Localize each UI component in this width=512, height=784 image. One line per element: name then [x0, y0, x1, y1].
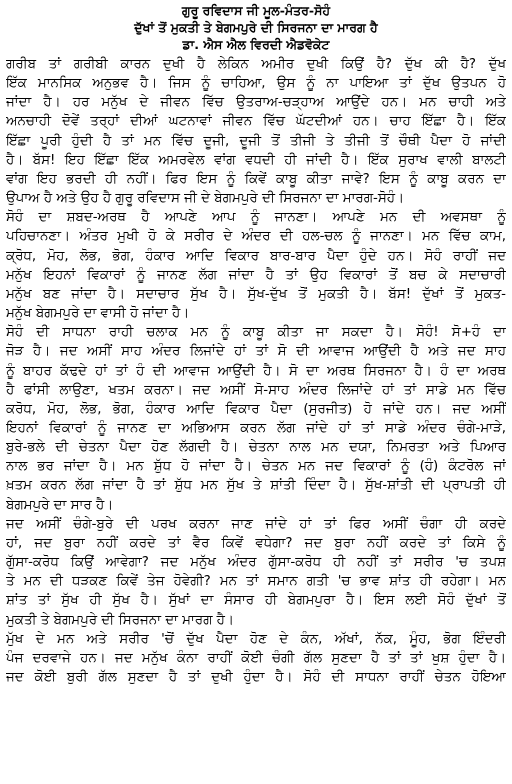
body-line: ਜਦ ਅਸੀਂ ਚੰਗੇ-ਬੁਰੇ ਦੀ ਪਰਖ ਕਰਨਾ ਜਾਣ ਜਾਂਦੇ ਹਾਂ ਤਾਂ ਫਿਰ ਅਸੀਂ ਚੰਗਾ ਹੀ ਕਰਦੇ — [6, 516, 506, 532]
document-author: ਡਾ. ਐਸ ਐਲ ਵਿਰਦੀ ਐਡਵੋਕੇਟ — [182, 37, 330, 52]
body-line: ਗੁੱਸਾ-ਕਰੋਧ ਕਿਉਂ ਆਵੇਗਾ? ਜਦ ਮਨੁੱਖ ਅੰਦਰ ਗੁੱਸਾ-ਕਰੋਧ ਹੀ ਨਹੀਂ ਤਾਂ ਸਰੀਰ 'ਚ ਤਪਸ਼ — [6, 555, 506, 571]
body-line: ਸੋਹੰ ਦੀ ਸਾਧਨਾ ਰਾਹੀ ਚਲਾਕ ਮਨ ਨੂੰ ਕਾਬੂ ਕੀਤਾ ਜਾ ਸਕਦਾ ਹੈ। ਸੋਹੰ! ਸੋ+ਹੰ ਦਾ — [6, 325, 506, 341]
body-line: ਜੋੜ ਹੈ। ਜਦ ਅਸੀਂ ਸਾਹ ਅੰਦਰ ਲਿਜਾਂਦੇ ਹਾਂ ਤਾਂ ਸੋ ਦੀ ਆਵਾਜ ਆਉਂਦੀ ਹੈ ਅਤੇ ਜਦ ਸਾਹ — [6, 344, 506, 360]
body-line: ਨੂੰ ਬਾਹਰ ਕੱਢਦੇ ਹਾਂ ਤਾਂ ਹੰ ਦੀ ਆਵਾਜ ਆਉਂਦੀ ਹੈ। ਸੋ ਦਾ ਅਰਥ ਸਿਰਜਨਾ ਹੈ। ਹੰ ਦਾ ਅਰਥ — [6, 363, 506, 379]
document-title: ਗੁਰੂ ਰਵਿਦਾਸ ਜੀ ਮੂਲ-ਮੰਤਰ-ਸੋਹੰ — [181, 3, 331, 18]
body-line: ਨਾਲ ਭਰ ਜਾਂਦਾ ਹੈ। ਮਨ ਸ਼ੁੱਧ ਹੋ ਜਾਂਦਾ ਹੈ। ਚੇਤਨ ਮਨ ਜਦ ਵਿਕਾਰਾਂ ਨੂੰ (ਹੰ) ਕੰਟਰੋਲ ਜਾਂ — [6, 459, 506, 475]
body-line: ਤੇ ਮਨ ਦੀ ਧੜਕਣ ਕਿਵੇਂ ਤੇਜ ਹੋਵੇਗੀ? ਮਨ ਤਾਂ ਸਮਾਨ ਗਤੀ 'ਚ ਭਾਵ ਸ਼ਾਂਤ ਹੀ ਰਹੇਗਾ। ਮਨ — [6, 574, 506, 590]
body-line: ਮਨੁੱਖ ਬਣ ਜਾਂਦਾ ਹੈ। ਸਦਾਚਾਰ ਸੁੱਖ ਹੈ। ਸੁੱਖ-ਦੁੱਖ ਤੋਂ ਮੁਕਤੀ ਹੈ। ਬੱਸ! ਦੁੱਖਾਂ ਤੋਂ ਮੁਕਤ- — [6, 286, 506, 302]
document-body — [6, 55, 506, 687]
body-line: ਅਨਚਾਹੀ ਦੋਵੇਂ ਤਰ੍ਹਾਂ ਦੀਆਂ ਘਟਨਾਵਾਂ ਜੀਵਨ ਵਿੱਚ ਘੱਟਦੀਆਂ ਹਨ। ਚਾਹ ਇੱਛਾ ਹੈ। ਇੱਕ — [6, 114, 506, 130]
body-line: ਖ਼ਤਮ ਕਰਨ ਲੱਗ ਜਾਂਦਾ ਹੈ ਤਾਂ ਸ਼ੁੱਧ ਮਨ ਸੁੱਖ ਤੇ ਸ਼ਾਂਤੀ ਦਿੰਦਾ ਹੈ। ਸੁੱਖ-ਸ਼ਾਂਤੀ ਦੀ ਪ੍ਰਾਪਤੀ ਹੀ — [6, 478, 506, 494]
body-line: ਇਹਨਾਂ ਵਿਕਾਰਾਂ ਨੂੰ ਜਾਨਣ ਦਾ ਅਭਿਆਸ ਕਰਨ ਲੱਗ ਜਾਂਦੇ ਹਾਂ ਤਾਂ ਸਾਡੇ ਅੰਦਰ ਚੰਗੇ-ਮਾੜੇ, — [6, 420, 506, 436]
body-line: ਮਨੁੱਖ ਬੇਗਮਪੁਰੇ ਦਾ ਵਾਸੀ ਹੋ ਜਾਂਦਾ ਹੈ। — [6, 306, 190, 322]
body-line: ਪੰਜ ਦਰਵਾਜੇ ਹਨ। ਜਦ ਮਨੁੱਖ ਕੰਨਾ ਰਾਹੀਂ ਕੋਈ ਚੰਗੀ ਗੱਲ ਸੁਣਦਾ ਹੈ ਤਾਂ ਤਾਂ ਖੁਸ਼ ਹੁੰਦਾ ਹੈ। — [6, 650, 506, 666]
body-line: ਇੱਕ ਮਾਨਸਿਕ ਅਨੁਭਵ ਹੈ। ਜਿਸ ਨੂੰ ਚਾਹਿਆ, ਉਸ ਨੂੰ ਨਾ ਪਾਇਆ ਤਾਂ ਦੁੱਖ ਉਤਪਨ ਹੋ — [6, 76, 506, 92]
body-line: ਵਾਂਗ ਇਹ ਭਰਦੀ ਹੀ ਨਹੀਂ। ਫਿਰ ਇਸ ਨੂੰ ਕਿਵੇਂ ਕਾਬੂ ਕੀਤਾ ਜਾਵੇ? ਇਸ ਨੂੰ ਕਾਬੂ ਕਰਨ ਦਾ — [6, 171, 506, 187]
body-line: ਮਨੁੱਖ ਇਹਨਾਂ ਵਿਕਾਰਾਂ ਨੂੰ ਜਾਨਣ ਲੱਗ ਜਾਂਦਾ ਹੈ ਤਾਂ ਉਹ ਵਿਕਾਰਾਂ ਤੋਂ ਬਚ ਕੇ ਸਦਾਚਾਰੀ — [6, 267, 506, 283]
document-subtitle: ਦੁੱਖਾਂ ਤੋਂ ਮੁਕਤੀ ਤੇ ਬੇਗਮਪੁਰੇ ਦੀ ਸਿਰਜਨਾ ਦਾ ਮਾਰਗ ਹੈ — [134, 20, 378, 35]
body-line: ਹੈ। ਬੱਸ! ਇਹ ਇੱਛਾ ਇੱਕ ਅਮਰਵੇਲ ਵਾਂਗ ਵਧਦੀ ਹੀ ਜਾਂਦੀ ਹੈ। ਇੱਕ ਸੁਰਾਖ ਵਾਲੀ ਬਾਲਟੀ — [6, 152, 506, 168]
body-line: ਮੁਕਤੀ ਤੇ ਬੇਗਮਪੁਰੇ ਦੀ ਸਿਰਜਨਾ ਦਾ ਮਾਰਗ ਹੈ। — [6, 612, 234, 628]
body-line: ਜਾਂਦਾ ਹੈ। ਹਰ ਮਨੁੱਖ ਦੇ ਜੀਵਨ ਵਿੱਚ ਉਤਰਾਅ-ਚੜ੍ਹਾਅ ਆਉਂਦੇ ਹਨ। ਮਨ ਚਾਹੀ ਅਤੇ — [6, 95, 506, 111]
document-header — [6, 2, 506, 53]
body-line: ਕਰੋਧ, ਮੋਹ, ਲੋਭ, ਭੋਗ, ਹੰਕਾਰ ਆਦਿ ਵਿਕਾਰ ਪੈਦਾ (ਸੁਰਜੀਤ) ਹੋ ਜਾਂਦੇ ਹਨ। ਜਦ ਅਸੀਂ — [6, 401, 506, 417]
body-line: ਇੱਛਾ ਪੂਰੀ ਹੁੰਦੀ ਹੈ ਤਾਂ ਮਨ ਵਿੱਚ ਦੂਜੀ, ਦੂਜੀ ਤੋਂ ਤੀਜੀ ਤੇ ਤੀਜੀ ਤੋਂ ਚੌਥੀ ਪੈਦਾ ਹੋ ਜਾਂਦੀ — [6, 133, 506, 149]
body-line: ਪਹਿਚਾਨਣਾ। ਅੰਤਰ ਮੁਖੀ ਹੋ ਕੇ ਸਰੀਰ ਦੇ ਅੰਦਰ ਦੀ ਹਲ-ਚਲ ਨੂੰ ਜਾਨਣਾ। ਮਨ ਵਿੱਚ ਕਾਮ, — [6, 229, 506, 245]
body-line: ਹੈ ਫਾਂਸੀ ਲਾਉਣਾ, ਖਤਮ ਕਰਨਾ। ਜਦ ਅਸੀਂ ਸੋ-ਸਾਹ ਅੰਦਰ ਲਿਜਾਂਦੇ ਹਾਂ ਤਾਂ ਸਾਡੇ ਮਨ ਵਿੱਚ — [6, 382, 506, 398]
body-line: ਬੇਗਮਪੁਰੇ ਦਾ ਸਾਰ ਹੈ। — [6, 497, 114, 513]
body-line: ਗਰੀਬ ਤਾਂ ਗਰੀਬੀ ਕਾਰਨ ਦੁਖੀ ਹੈ ਲੇਕਿਨ ਅਮੀਰ ਦੁਖੀ ਕਿਉਂ ਹੈ? ਦੁੱਖ ਕੀ ਹੈ? ਦੁੱਖ — [6, 57, 506, 72]
body-line: ਉਪਾਅ ਹੈ ਅਤੇ ਉਹ ਹੈ ਗੁਰੂ ਰਵਿਦਾਸ ਜੀ ਦੇ ਬੇਗਮਪੁਰੇ ਦੀ ਸਿਰਜਨਾ ਦਾ ਮਾਰਗ-ਸੋਹੰ। — [6, 191, 405, 207]
body-line: ਸੋਹੰ ਦਾ ਸ਼ਬਦ-ਅਰਥ ਹੈ ਆਪਣੇ ਆਪ ਨੂੰ ਜਾਨਣਾ। ਆਪਣੇ ਮਨ ਦੀ ਅਵਸਥਾ ਨੂੰ — [6, 210, 506, 226]
body-line: ਹਾਂ, ਜਦ ਬੁਰਾ ਨਹੀਂ ਕਰਦੇ ਤਾਂ ਵੈਰ ਕਿਵੇਂ ਵਧੇਗਾ? ਜਦ ਬੁਰਾ ਨਹੀਂ ਕਰਦੇ ਤਾਂ ਕਿਸੇ ਨੂੰ — [6, 535, 506, 551]
body-line: ਜਦ ਕੋਈ ਬੁਰੀ ਗੱਲ ਸੁਣਦਾ ਹੈ ਤਾਂ ਦੁਖੀ ਹੁੰਦਾ ਹੈ। ਸੋਹੰ ਦੀ ਸਾਧਨਾ ਰਾਹੀਂ ਚੇਤਨ ਹੋਇਆ — [6, 670, 506, 685]
body-line: ਬੁਰੇ-ਭਲੇ ਦੀ ਚੇਤਨਾ ਪੈਦਾ ਹੋਣ ਲੱਗਦੀ ਹੈ। ਚੇਤਨਾ ਨਾਲ ਮਨ ਦਯਾ, ਨਿਮਰਤਾ ਅਤੇ ਪਿਆਰ — [6, 440, 506, 456]
body-line: ਮੁੱਖ ਦੇ ਮਨ ਅਤੇ ਸਰੀਰ 'ਚੋਂ ਦੁੱਖ ਪੈਦਾ ਹੋਣ ਦੇ ਕੰਨ, ਅੱਖਾਂ, ਨੱਕ, ਮੂੰਹ, ਭੋਗ ਇੰਦਰੀ — [6, 631, 506, 647]
body-line: ਸ਼ਾਂਤ ਤਾਂ ਸੁੱਖ ਹੀ ਸੁੱਖ ਹੈ। ਸੁੱਖਾਂ ਦਾ ਸੰਸਾਰ ਹੀ ਬੇਗਮਪੁਰਾ ਹੈ। ਇਸ ਲਈ ਸੋਹੰ ਦੁੱਖਾਂ ਤੋਂ — [6, 593, 506, 609]
body-line: ਕ੍ਰੋਧ, ਮੋਹ, ਲੋਭ, ਭੋਗ, ਹੰਕਾਰ ਆਦਿ ਵਿਕਾਰ ਬਾਰ-ਬਾਰ ਪੈਦਾ ਹੁੰਦੇ ਹਨ। ਸੋਹੰ ਰਾਹੀਂ ਜਦ — [6, 248, 506, 264]
